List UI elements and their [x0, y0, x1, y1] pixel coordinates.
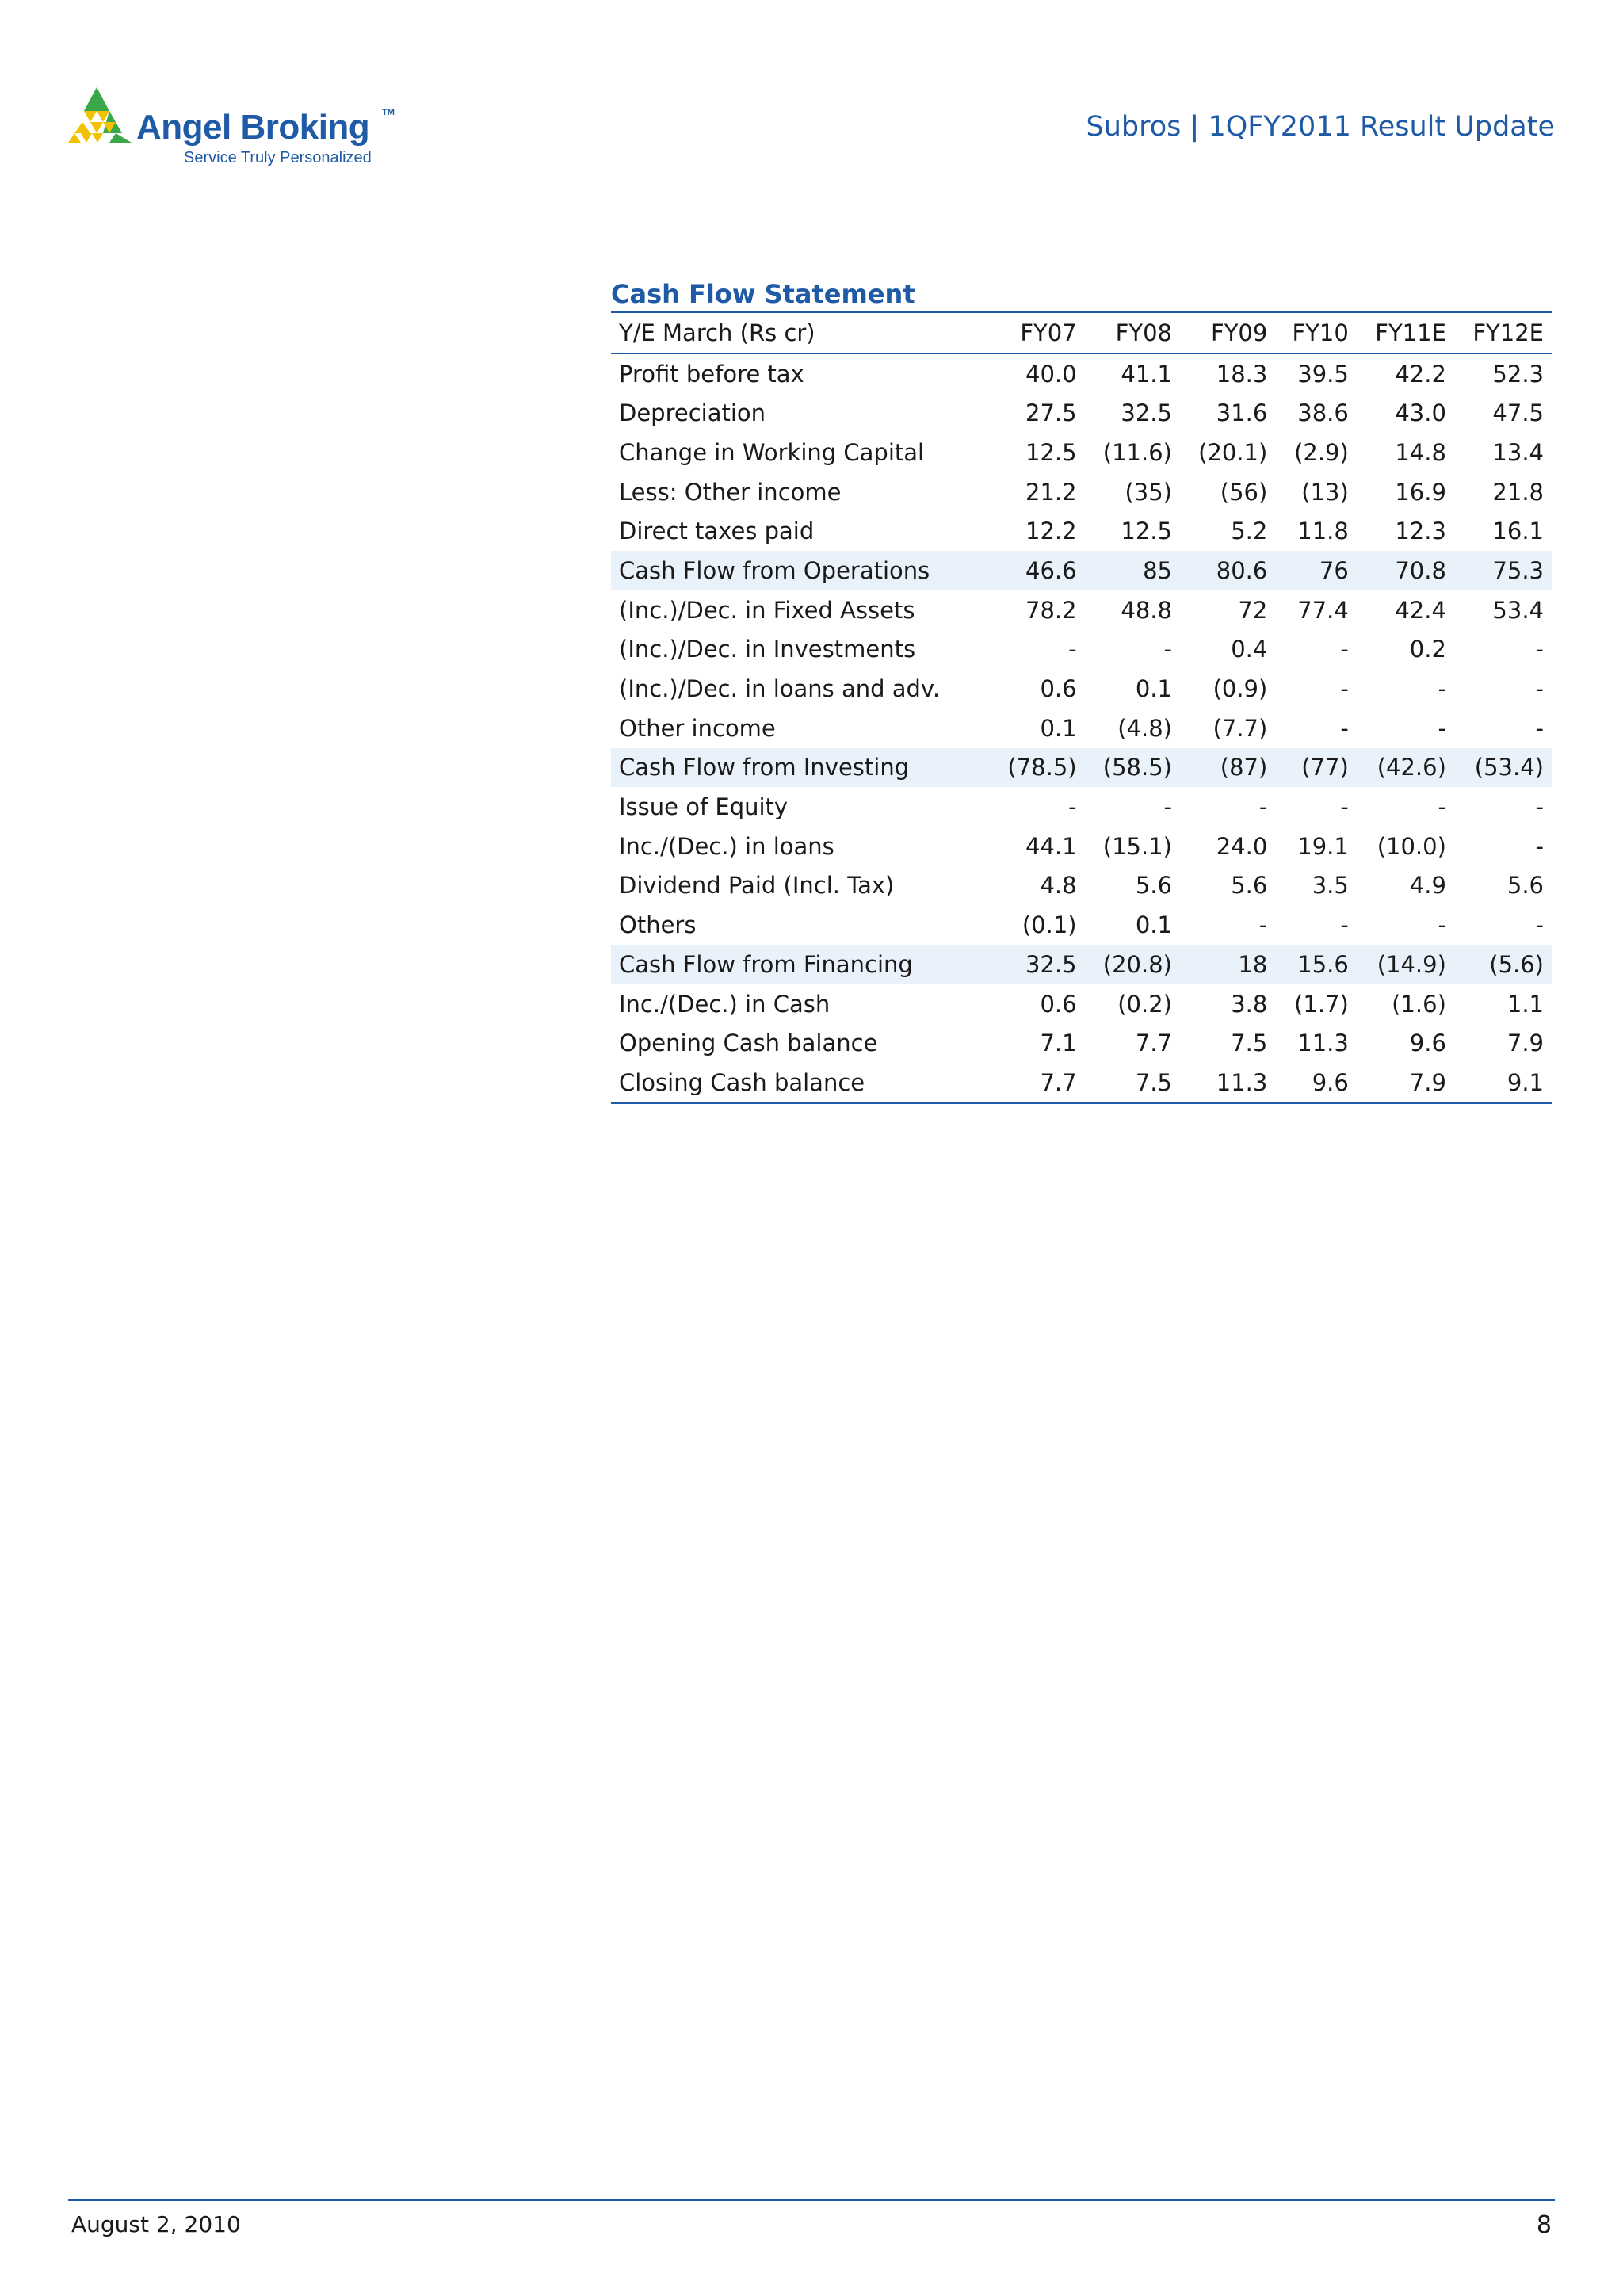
table-cell: -: [1340, 911, 1349, 939]
table-cell: (56): [1220, 478, 1268, 506]
row-label: Closing Cash balance: [611, 1063, 989, 1103]
table-cell: 0.1: [1040, 714, 1077, 742]
table-cell: 39.5: [1297, 360, 1349, 388]
label-column-header: Y/E March (Rs cr): [611, 312, 989, 353]
table-row: [611, 1023, 1552, 1063]
column-header: FY12E: [1454, 312, 1552, 353]
table-cell: -: [1535, 832, 1544, 860]
table-cell: (15.1): [1102, 832, 1172, 860]
table-cell: 7.9: [1357, 1063, 1454, 1103]
table-cell: 5.6: [1231, 872, 1268, 900]
table-cell: -: [1438, 675, 1446, 703]
table-cell: 42.4: [1395, 596, 1446, 624]
table-cell: 24.0: [1216, 832, 1268, 860]
table-cell: -: [1068, 793, 1077, 821]
page-number: 8: [1536, 2211, 1552, 2239]
table-cell: 0.6: [1040, 990, 1077, 1018]
table-cell: (77): [1275, 748, 1357, 788]
table-cell: -: [1340, 675, 1349, 703]
table-cell: 31.6: [1216, 399, 1268, 427]
table-cell: 75.3: [1454, 551, 1552, 590]
table-cell: 4.8: [1040, 872, 1077, 900]
table-cell: 27.5: [1025, 399, 1077, 427]
table-cell: (4.8): [1117, 714, 1172, 742]
table-cell: 78.2: [1025, 596, 1077, 624]
row-label: Direct taxes paid: [619, 518, 815, 545]
table-cell: 12.2: [1025, 518, 1077, 545]
row-label: Change in Working Capital: [619, 438, 925, 466]
table-cell: (58.5): [1085, 748, 1180, 788]
table-cell: 85: [1085, 551, 1180, 590]
table-cell: 16.9: [1395, 478, 1446, 506]
table-cell: 0.2: [1409, 636, 1446, 663]
row-label: Cash Flow from Investing: [611, 748, 989, 788]
row-label: Cash Flow from Financing: [611, 945, 989, 984]
table-cell: 12.3: [1395, 518, 1446, 545]
row-label: Issue of Equity: [619, 793, 789, 821]
table-cell: 11.3: [1180, 1063, 1275, 1103]
table-cell: 3.5: [1312, 872, 1349, 900]
table-cell: (0.9): [1212, 675, 1268, 703]
table-cell: 0.6: [1040, 675, 1077, 703]
table-row: [611, 905, 1552, 945]
table-cell: 7.7: [989, 1063, 1084, 1103]
table-cell: -: [1535, 793, 1544, 821]
table-cell: 16.1: [1492, 518, 1544, 545]
row-label: Inc./(Dec.) in Cash: [619, 990, 831, 1018]
table-cell: (7.7): [1212, 714, 1268, 742]
row-label: Inc./(Dec.) in loans: [619, 832, 834, 860]
logo-name: Angel Broking: [136, 108, 370, 147]
table-row: [611, 748, 1552, 788]
table-cell: -: [1258, 793, 1268, 821]
section-title: Cash Flow Statement: [611, 279, 915, 309]
table-cell: 48.8: [1121, 596, 1172, 624]
table-cell: (78.5): [989, 748, 1084, 788]
table-row: [611, 1063, 1552, 1103]
table-cell: -: [1163, 793, 1172, 821]
table-cell: 72: [1238, 596, 1268, 624]
row-label: Profit before tax: [619, 360, 804, 388]
table-cell: 38.6: [1297, 399, 1349, 427]
table-row: [611, 827, 1552, 866]
row-label: (Inc.)/Dec. in Fixed Assets: [619, 596, 915, 624]
table-cell: -: [1068, 636, 1077, 663]
table-cell: 9.6: [1275, 1063, 1357, 1103]
table-cell: -: [1340, 636, 1349, 663]
table-cell: (53.4): [1454, 748, 1552, 788]
table-row: [611, 945, 1552, 984]
table-cell: 5.6: [1135, 872, 1172, 900]
row-label: Less: Other income: [619, 478, 842, 506]
row-label: Dividend Paid (Incl. Tax): [619, 872, 895, 900]
row-label: Others: [619, 911, 697, 939]
table-cell: (42.6): [1357, 748, 1454, 788]
table-cell: 32.5: [1121, 399, 1172, 427]
table-cell: 7.1: [1040, 1030, 1077, 1057]
table-cell: 7.7: [1135, 1030, 1172, 1057]
table-header-row: [611, 312, 1552, 353]
table-cell: 14.8: [1395, 438, 1446, 466]
table-cell: -: [1438, 714, 1446, 742]
row-label: Other income: [619, 714, 776, 742]
logo-trademark: TM: [382, 108, 395, 117]
table-cell: (14.9): [1357, 945, 1454, 984]
table-cell: (87): [1180, 748, 1275, 788]
table-row: [611, 590, 1552, 630]
table-cell: 0.1: [1135, 675, 1172, 703]
table-row: [611, 393, 1552, 433]
table-cell: 47.5: [1492, 399, 1544, 427]
table-cell: (13): [1301, 478, 1349, 506]
column-header: FY08: [1085, 312, 1180, 353]
table-cell: (1.6): [1392, 990, 1446, 1018]
table-cell: 80.6: [1180, 551, 1275, 590]
table-row: [611, 984, 1552, 1024]
table-cell: (11.6): [1102, 438, 1172, 466]
table-cell: 53.4: [1492, 596, 1544, 624]
table-cell: 5.6: [1507, 872, 1544, 900]
table-cell: 9.1: [1454, 1063, 1552, 1103]
table-cell: 7.5: [1085, 1063, 1180, 1103]
table-cell: -: [1163, 636, 1172, 663]
table-cell: 40.0: [1025, 360, 1077, 388]
row-label: Cash Flow from Operations: [611, 551, 989, 590]
table-cell: (0.1): [1022, 911, 1077, 939]
table-cell: 42.2: [1395, 360, 1446, 388]
table-cell: 44.1: [1025, 832, 1077, 860]
table-cell: 0.1: [1135, 911, 1172, 939]
table-cell: (0.2): [1117, 990, 1172, 1018]
table-cell: -: [1258, 911, 1268, 939]
table-cell: 5.2: [1231, 518, 1268, 545]
table-cell: (10.0): [1377, 832, 1446, 860]
table-row: [611, 353, 1552, 394]
table-row: [611, 630, 1552, 670]
table-cell: -: [1340, 793, 1349, 821]
table-cell: 43.0: [1395, 399, 1446, 427]
table-row: [611, 472, 1552, 512]
row-label: (Inc.)/Dec. in loans and adv.: [619, 675, 941, 703]
table-cell: (35): [1125, 478, 1172, 506]
table-cell: (20.1): [1198, 438, 1268, 466]
table-cell: -: [1340, 714, 1349, 742]
table-cell: 1.1: [1507, 990, 1544, 1018]
table-cell: (20.8): [1085, 945, 1180, 984]
table-cell: 52.3: [1492, 360, 1544, 388]
table-cell: 41.1: [1121, 360, 1172, 388]
logo-tagline: Service Truly Personalized: [184, 149, 372, 166]
table-cell: 70.8: [1357, 551, 1454, 590]
table-row: [611, 551, 1552, 590]
table-cell: 4.9: [1409, 872, 1446, 900]
table-row: [611, 787, 1552, 827]
table-row: [611, 669, 1552, 709]
table-cell: -: [1535, 636, 1544, 663]
table-cell: 32.5: [989, 945, 1084, 984]
table-cell: 76: [1275, 551, 1357, 590]
table-cell: -: [1438, 911, 1446, 939]
table-cell: 15.6: [1275, 945, 1357, 984]
table-cell: 46.6: [989, 551, 1084, 590]
table-cell: (5.6): [1454, 945, 1552, 984]
table-cell: 3.8: [1231, 990, 1268, 1018]
table-cell: 7.9: [1507, 1030, 1544, 1057]
table-row: [611, 709, 1552, 748]
table-cell: (1.7): [1294, 990, 1349, 1018]
angel-broking-logo: [68, 84, 401, 171]
table-cell: 9.6: [1409, 1030, 1446, 1057]
table-cell: 21.8: [1492, 478, 1544, 506]
column-header: FY11E: [1357, 312, 1454, 353]
table-cell: 11.8: [1297, 518, 1349, 545]
table-cell: 18: [1180, 945, 1275, 984]
table-cell: -: [1535, 714, 1544, 742]
table-row: [611, 433, 1552, 472]
table-cell: 7.5: [1231, 1030, 1268, 1057]
table-cell: 18.3: [1216, 360, 1268, 388]
table-cell: 21.2: [1025, 478, 1077, 506]
row-label: Opening Cash balance: [619, 1030, 878, 1057]
table-cell: 13.4: [1492, 438, 1544, 466]
column-header: FY10: [1275, 312, 1357, 353]
table-cell: 77.4: [1297, 596, 1349, 624]
cash-flow-table: [611, 311, 1552, 1104]
table-row: [611, 511, 1552, 551]
logo-triangle-icon: [68, 84, 132, 147]
row-label: Depreciation: [619, 399, 766, 427]
table-cell: (2.9): [1294, 438, 1349, 466]
table-cell: 0.4: [1231, 636, 1268, 663]
table-cell: -: [1535, 911, 1544, 939]
table-cell: 12.5: [1121, 518, 1172, 545]
footer-date: August 2, 2010: [71, 2211, 241, 2237]
table-cell: -: [1438, 793, 1446, 821]
footer-divider: [68, 2199, 1555, 2201]
table-cell: 19.1: [1297, 832, 1349, 860]
column-header: FY07: [989, 312, 1084, 353]
table-cell: 11.3: [1297, 1030, 1349, 1057]
table-row: [611, 866, 1552, 906]
report-title: Subros | 1QFY2011 Result Update: [1086, 111, 1555, 143]
table-cell: -: [1535, 675, 1544, 703]
row-label: (Inc.)/Dec. in Investments: [619, 636, 916, 663]
column-header: FY09: [1180, 312, 1275, 353]
table-cell: 12.5: [1025, 438, 1077, 466]
